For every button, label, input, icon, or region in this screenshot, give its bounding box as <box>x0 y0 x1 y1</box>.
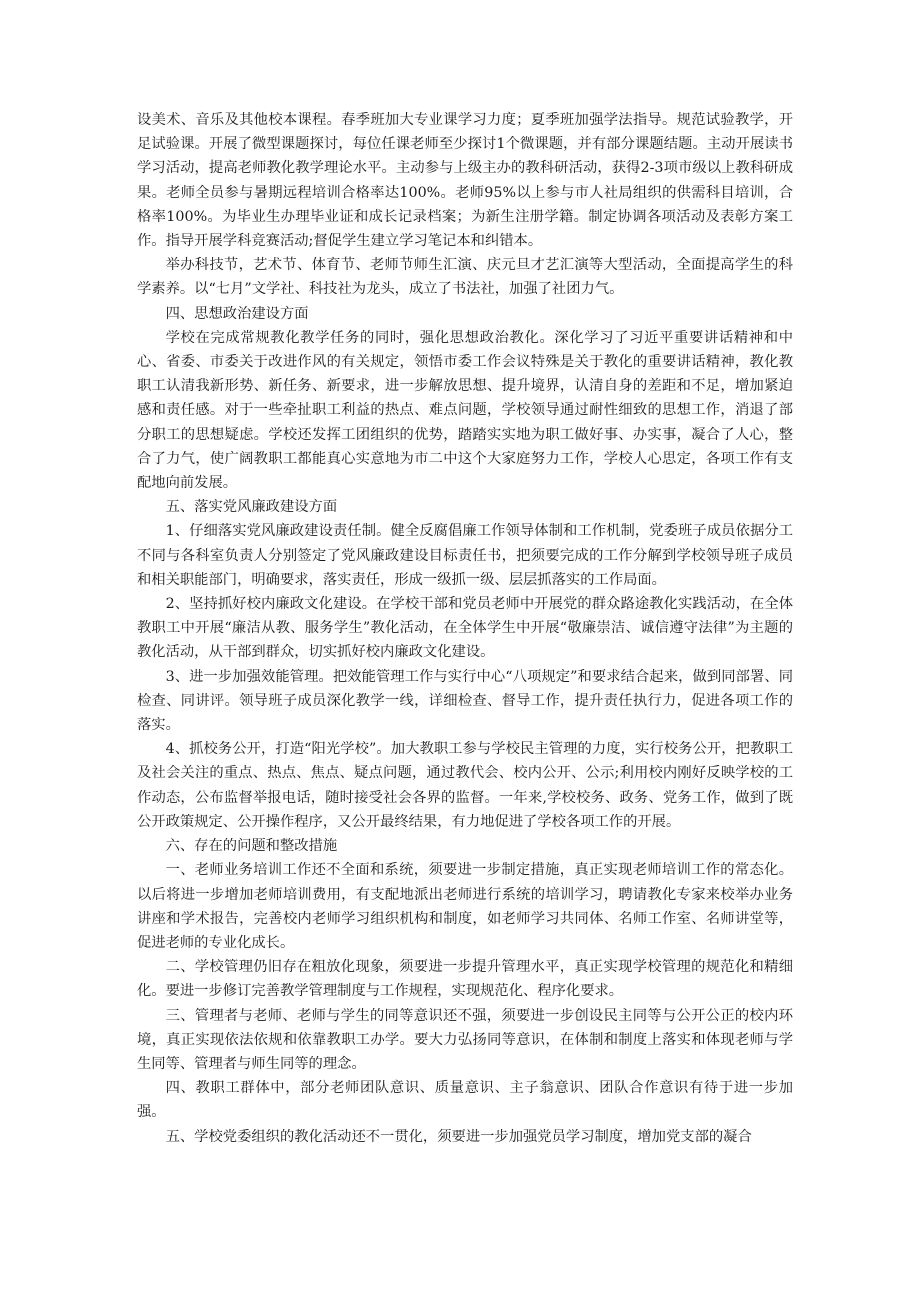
paragraph-activities: 举办科技节，艺术节、体育节、老师节师生汇演、庆元旦才艺汇演等大型活动，全面提高学生的科学素养。以“七月”文学社、科技社为龙头，成立了书法社，加强了社团力气。 <box>137 257 793 298</box>
paragraph-problem-3: 三、管理者与老师、老师与学生的同等意识还不强，须要进一步创设民主同等与公开公正的校内环境，真正实现依法依规和依靠教职工办学。要大力弘扬同等意识，在体制和制度上落实和体现老师与学生同等、管理者与师生同等的理念。 <box>137 1007 793 1072</box>
paragraph-integrity-4: 4、抓校务公开，打造“阳光学校”。加大教职工参与学校民主管理的力度，实行校务公开，把教职工及社会关注的重点、热点、焦点、疑点问题，通过教代会、校内公开、公示;利用校内刚好反映学校的工作动态，公布监督举报电话，随时接受社会各界的监督。一年来,学校校务、政务、党务工作，做到了既公开政策规定、公开操作程序，又公开最终结果，有力地促进了学校各项工作的开展。 <box>137 741 793 830</box>
paragraph-integrity-3: 3、进一步加强效能管理。把效能管理工作与实行中心“八项规定”和要求结合起来，做到同部署、同检查、同讲评。领导班子成员深化教学一线，详细检查、督导工作，提升责任执行力，促进各项工作的落实。 <box>137 668 793 734</box>
paragraph-ideology: 学校在完成常规教化教学任务的同时，强化思想政治教化。深化学习了习近平重要讲话精神和中心、省委、市委关于改进作风的有关规定，领悟市委工作会议特殊是关于教化的重要讲话精神，教化教职工认清我新形势、新任务、新要求，进一步解放思想、提升境界，认清自身的差距和不足，增加紧迫感和责任感。对于一些牵扯职工利益的热点、难点问题，学校领导通过耐性细致的思想工作，消退了部分职工的思想疑虑。学校还发挥工团组织的优势，踏踏实实地为职工做好事、办实事，凝合了人心，整合了力气，使广阔教职工都能真心实意地为市二中这个大家庭努力工作，学校人心思定，各项工作有支配地向前发展。 <box>137 329 793 492</box>
paragraph-integrity-2: 2、坚持抓好校内廉政文化建设。在学校干部和党员老师中开展党的群众路途教化实践活动，在全体教职工中开展“廉洁从教、服务学生”教化活动，在全体学生中开展“敬廉崇洁、诚信遵守法律”为主题的教化活动，从干部到群众，切实抓好校内廉政文化建设。 <box>137 596 793 661</box>
paragraph-integrity-1: 1、仔细落实党风廉政建设责任制。健全反腐倡廉工作领导体制和工作机制，党委班子成员依据分工不同与各科室负责人分别签定了党风廉政建设目标责任书，把须要完成的工作分解到学校领导班子成员和相关职能部门，明确要求，落实责任，形成一级抓一级、层层抓落实的工作局面。 <box>137 523 793 588</box>
paragraph-problem-4: 四、教职工群体中，部分老师团队意识、质量意识、主子翁意识、团队合作意识有待于进一步加强。 <box>137 1080 793 1121</box>
heading-ideology: 四、思想政治建设方面 <box>165 305 309 322</box>
heading-integrity: 五、落实党风廉政建设方面 <box>165 499 338 516</box>
heading-problems: 六、存在的问题和整改措施 <box>165 838 338 855</box>
paragraph-problem-2: 二、学校管理仍旧存在粗放化现象，须要进一步提升管理水平，真正实现学校管理的规范化和精细化。要进一步修订完善教学管理制度与工作规程，实现规范化、程序化要求。 <box>137 959 793 1000</box>
paragraph-curriculum: 设美术、音乐及其他校本课程。春季班加大专业课学习力度；夏季班加强学法指导。规范试验教学，开足试验课。开展了微型课题探讨，每位任课老师至少探讨1个微课题，并有部分课题结题。主动开展读书学习活动，提高老师教化教学理论水平。主动参与上级主办的教科研活动，获得2-3项市级以上教科研成果。老师全员参与暑期远程培训合格率达100%。老师95%以上参与市人社局组织的供需科目培训，合格率100%。为毕业生办理毕业证和成长记录档案；为新生注册学籍。制定协调各项活动及表彰方案工作。指导开展学科竞赛活动;督促学生建立学习笔记本和纠错本。 <box>137 112 793 250</box>
document-page <box>137 108 793 1149</box>
paragraph-problem-5: 五、学校党委组织的教化活动还不一贯化，须要进一步加强党员学习制度，增加党支部的凝合 <box>165 1128 752 1145</box>
paragraph-problem-1: 一、老师业务培训工作还不全面和系统，须要进一步制定措施，真正实现老师培训工作的常态化。以后将进一步增加老师培训费用，有支配地派出老师进行系统的培训学习，聘请教化专家来校举办业务讲座和学术报告，完善校内老师学习组织机构和制度，如老师学习共同体、名师工作室、名师讲堂等，促进老师的专业化成长。 <box>137 862 793 951</box>
